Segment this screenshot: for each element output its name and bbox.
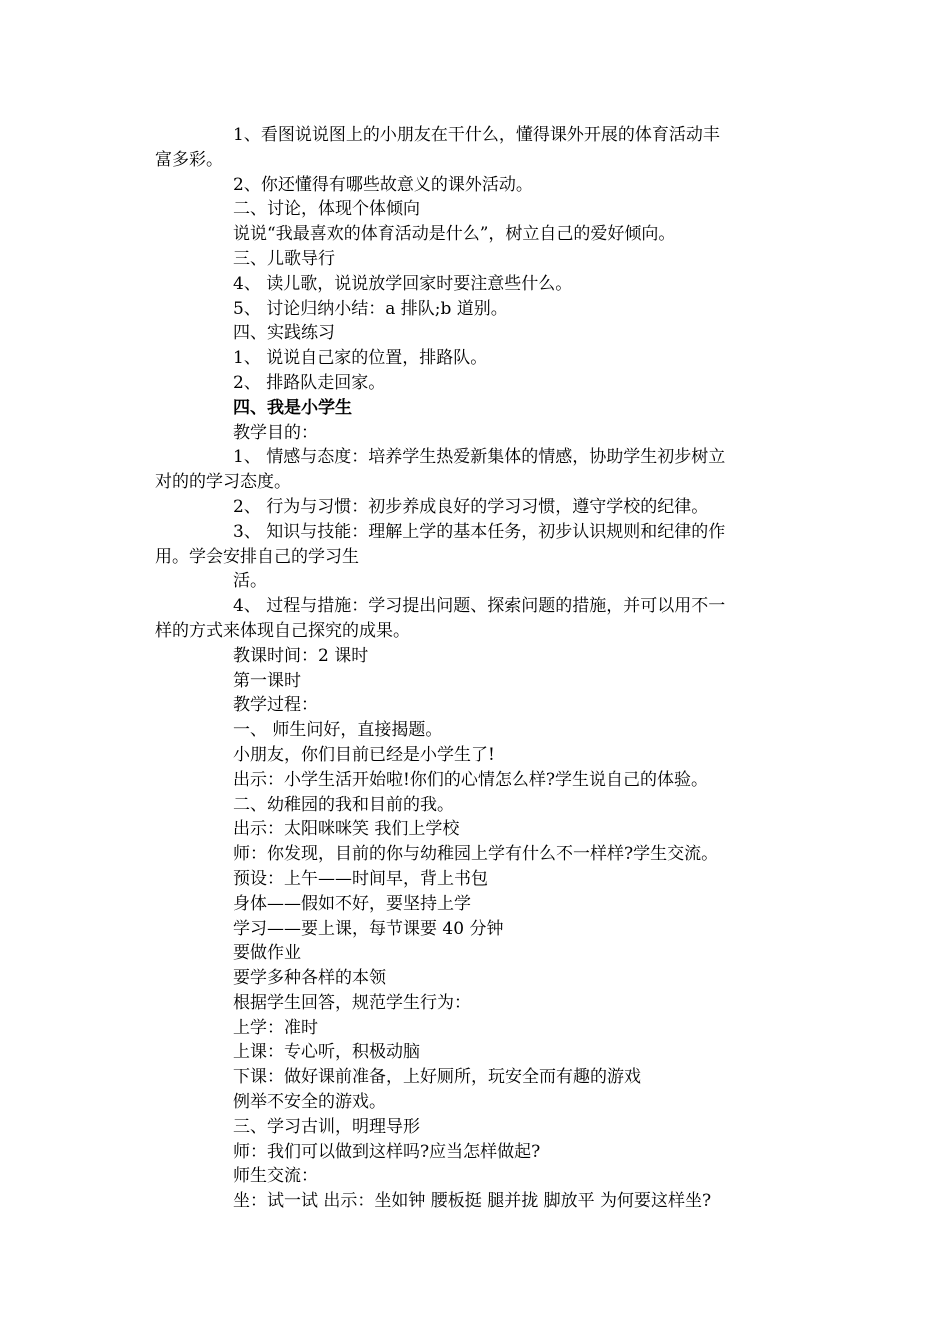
section-heading: 三、学习古训，明理导形 <box>233 1116 420 1137</box>
text-line: 根据学生回答，规范学生行为： <box>233 992 471 1013</box>
text-line: 1、 说说自己家的位置，排路队。 <box>233 348 488 369</box>
text-line: 身体——假如不好，要坚持上学 <box>233 893 471 914</box>
text-line: 要学多种各样的本领 <box>233 968 386 989</box>
text-line: 1、看图说说图上的小朋友在干什么，懂得课外开展的体育活动丰 <box>233 125 720 145</box>
text-line: 对的的学习态度。 <box>155 472 291 493</box>
text-line: 师：我们可以做到这样吗?应当怎样做起? <box>233 1141 541 1162</box>
text-line: 出示：小学生活开始啦!你们的心情怎么样?学生说自己的体验。 <box>233 769 708 790</box>
lesson-title: 四、我是小学生 <box>233 397 352 418</box>
section-heading: 二、讨论，体现个体倾向 <box>233 199 420 220</box>
text-line: 教学过程： <box>233 695 318 716</box>
text-line: 师生交流： <box>233 1166 318 1187</box>
text-line: 预设：上午——时间早，背上书包 <box>233 868 488 889</box>
text-line: 4、 过程与措施：学习提出问题、探索问题的措施，并可以用不一 <box>233 596 726 617</box>
text-line: 样的方式来体现自己探究的成果。 <box>155 620 410 641</box>
text-line: 坐：试一试 出示：坐如钟 腰板挺 腿并拢 脚放平 为何要这样坐? <box>233 1191 712 1212</box>
text-line: 3、 知识与技能：理解上学的基本任务，初步认识规则和纪律的作 <box>233 521 726 542</box>
text-line: 说说“我最喜欢的体育活动是什么”，树立自己的爱好倾向。 <box>233 224 676 245</box>
text-line: 2、你还懂得有哪些故意义的课外活动。 <box>233 174 533 195</box>
text-line: 2、 排路队走回家。 <box>233 372 386 393</box>
section-heading: 一、 师生问好，直接揭题。 <box>233 720 443 741</box>
section-heading: 四、实践练习 <box>233 323 335 344</box>
text-line: 师：你发现，目前的你与幼稚园上学有什么不一样样?学生交流。 <box>233 844 719 865</box>
text-line: 教学目的： <box>233 422 318 443</box>
text-line: 1、 情感与态度：培养学生热爱新集体的情感，协助学生初步树立 <box>233 447 726 468</box>
text-line: 第一课时 <box>233 670 301 691</box>
text-line: 上学：准时 <box>233 1017 318 1038</box>
text-line: 上课：专心听，积极动脑 <box>233 1042 420 1063</box>
text-line: 学习——要上课，每节课要 40 分钟 <box>233 918 504 939</box>
text-line: 活。 <box>233 571 267 592</box>
section-heading: 二、幼稚园的我和目前的我。 <box>233 794 454 815</box>
document-body <box>155 123 795 1214</box>
text-line: 例举不安全的游戏。 <box>233 1092 386 1113</box>
text-line: 要做作业 <box>233 943 301 964</box>
text-line: 富多彩。 <box>155 149 223 170</box>
text-line: 用。学会安排自己的学习生 <box>155 546 359 567</box>
text-line: 4、 读儿歌，说说放学回家时要注意些什么。 <box>233 273 573 294</box>
text-line: 2、 行为与习惯：初步养成良好的学习习惯，遵守学校的纪律。 <box>233 496 709 517</box>
section-heading: 三、儿歌导行 <box>233 248 335 269</box>
text-line: 下课：做好课前准备，上好厕所，玩安全而有趣的游戏 <box>233 1067 641 1088</box>
text-line: 出示：太阳咪咪笑 我们上学校 <box>233 819 460 840</box>
text-line: 小朋友，你们目前已经是小学生了! <box>233 744 495 765</box>
text-line: 教课时间：2 课时 <box>233 645 369 666</box>
text-line: 5、 讨论归纳小结：a 排队;b 道别。 <box>233 298 508 319</box>
